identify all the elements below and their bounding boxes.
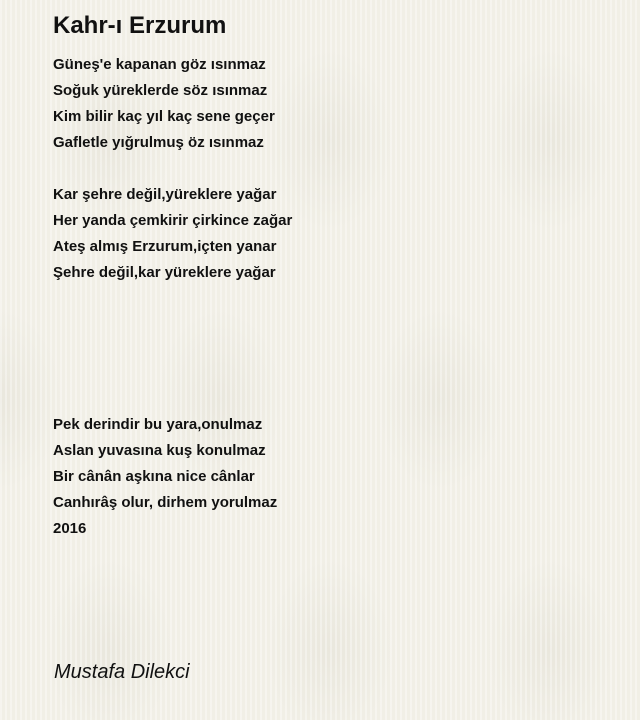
poem-line: Güneş'e kapanan göz ısınmaz — [53, 56, 266, 73]
poem-year: 2016 — [53, 520, 87, 537]
stanza-1 — [53, 52, 275, 156]
poem-line: Soğuk yüreklerde söz ısınmaz — [53, 82, 268, 99]
poem-line: Kim bilir kaç yıl kaç sene geçer — [53, 108, 275, 125]
poem-line: Aslan yuvasına kuş konulmaz — [53, 442, 266, 459]
poem-line: Canhırâş olur, dirhem yorulmaz — [53, 494, 278, 511]
poem-title: Kahr-ı Erzurum — [53, 12, 227, 39]
poem-line: Kar şehre değil,yüreklere yağar — [53, 186, 277, 203]
poem-line: Ateş almış Erzurum,içten yanar — [53, 238, 277, 255]
poem-line: Her yanda çemkirir çirkince zağar — [53, 212, 293, 229]
poem-line: Bir cânân aşkına nice cânlar — [53, 468, 255, 485]
poem-line: Gafletle yığrulmuş öz ısınmaz — [53, 134, 264, 151]
poem-author: Mustafa Dilekci — [54, 661, 190, 683]
stanza-2 — [53, 182, 292, 286]
poem-line: Şehre değil,kar yüreklere yağar — [53, 264, 276, 281]
poem-line: Pek derindir bu yara,onulmaz — [53, 416, 263, 433]
stanza-3 — [53, 412, 277, 542]
